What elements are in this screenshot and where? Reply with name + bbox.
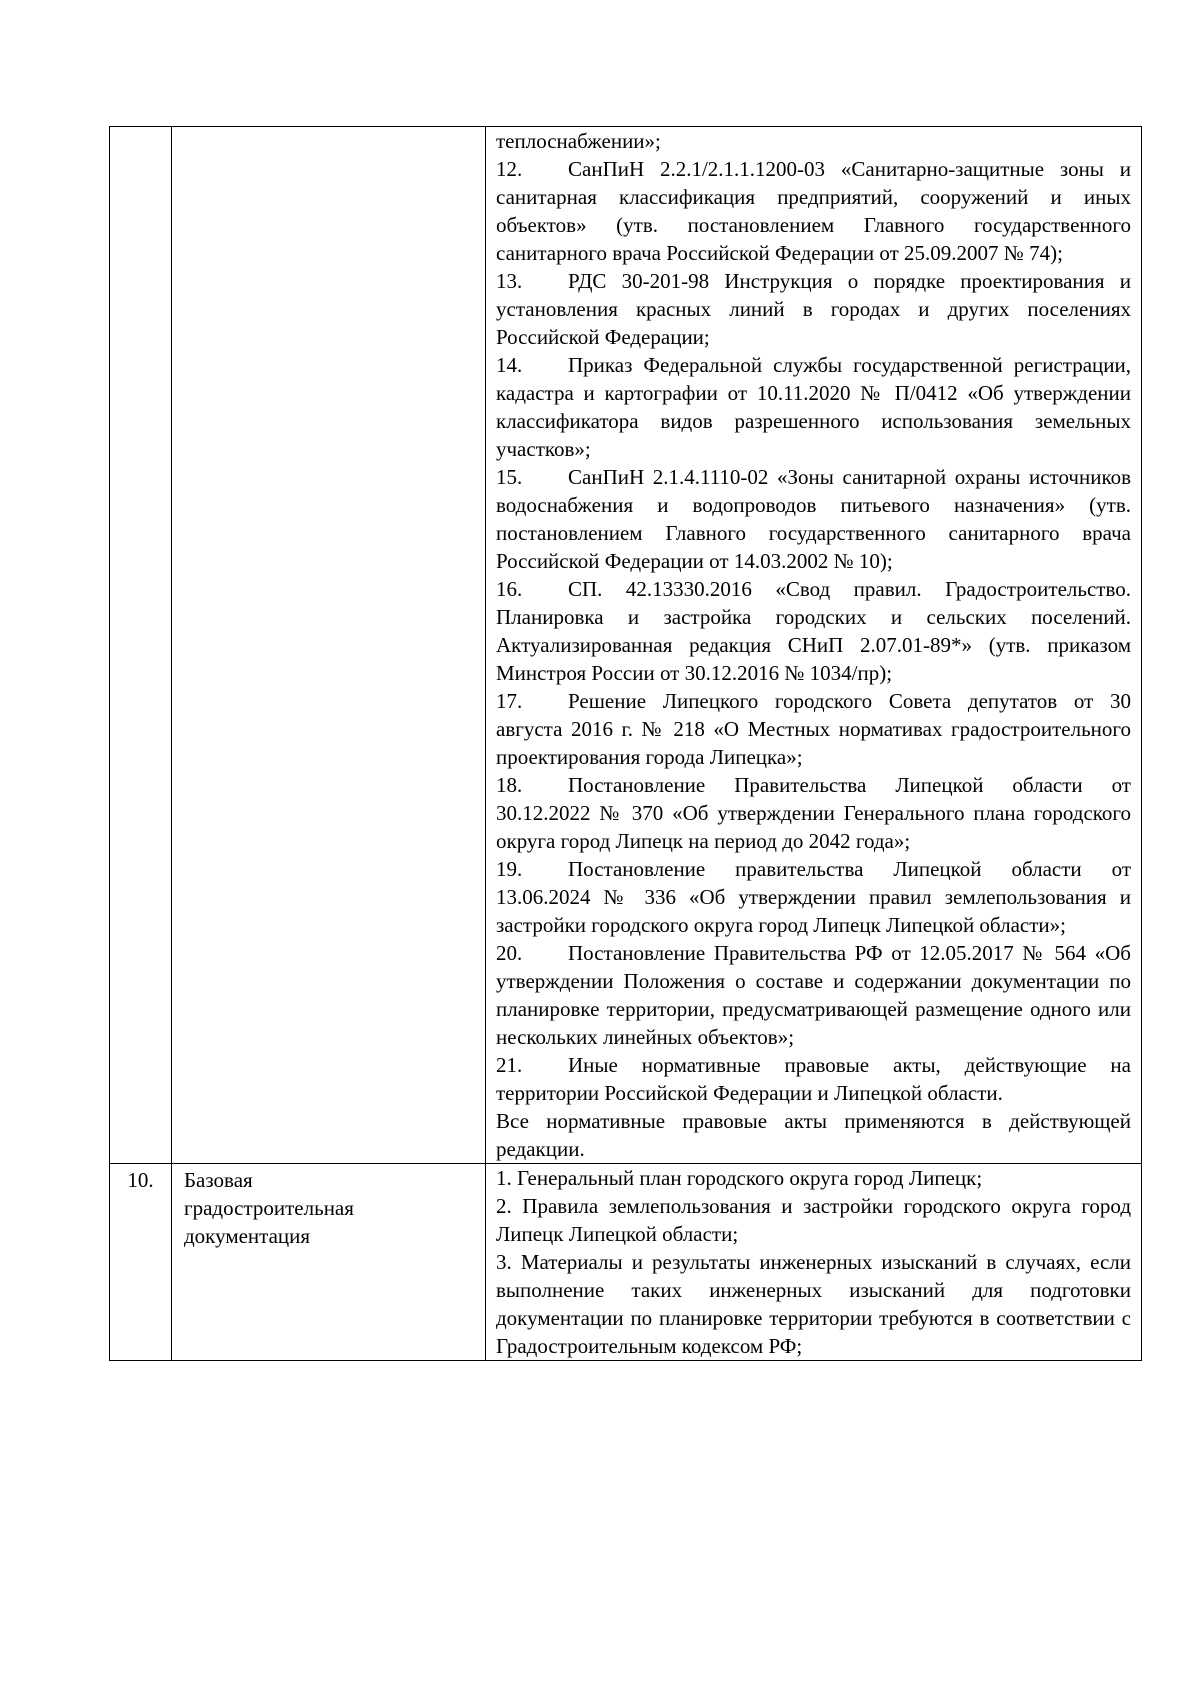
- list-item-text: теплоснабжении»;: [496, 129, 661, 153]
- list-item: [496, 855, 1131, 939]
- closing-note: [496, 1107, 1131, 1163]
- row-name-line: Базовая: [184, 1168, 253, 1192]
- list-item-number: 18.: [496, 773, 523, 797]
- list-item: [496, 687, 1131, 771]
- list-item-number: 17.: [496, 689, 523, 713]
- list-item-text: Постановление Правительства Липецкой области от 30.12.2022 № 370 «Об утверждении Генерального плана городского округа город Липецк на период до 2042 года»;: [496, 773, 1131, 853]
- row-name-cell: [172, 1164, 486, 1361]
- list-item: [496, 1164, 1131, 1192]
- list-item-text: РДС 30-201-98 Инструкция о порядке проектирования и установления красных линий в городах и других поселениях Российской Федерации;: [496, 269, 1131, 349]
- list-item-number: 14.: [496, 353, 523, 377]
- list-item: [496, 771, 1131, 855]
- closing-note-text: Все нормативные правовые акты применяются в действующей редакции.: [496, 1109, 1131, 1161]
- list-item: [496, 351, 1131, 463]
- list-item: [496, 463, 1131, 575]
- list-item-text: 1. Генеральный план городского округа город Липецк;: [496, 1166, 983, 1190]
- row-content-cell: [486, 127, 1142, 1164]
- row-name-line: документация: [184, 1224, 311, 1248]
- row-number-cell: 10.: [110, 1164, 172, 1361]
- list-item-text: СП. 42.13330.2016 «Свод правил. Градостроительство. Планировка и застройка городских и сельских поселений. Актуализированная редакция СНиП 2.07.01-89*» (утв. приказом Минстроя России от 30.12.2016 № 1034/пр);: [496, 577, 1131, 685]
- list-item: [496, 155, 1131, 267]
- list-item: [496, 939, 1131, 1051]
- row-name-cell: [172, 127, 486, 1164]
- list-item-number: 16.: [496, 577, 523, 601]
- table-row: [110, 1164, 1142, 1361]
- row-number-cell: [110, 127, 172, 1164]
- table-row: [110, 127, 1142, 1164]
- list-item-text: 2. Правила землепользования и застройки городского округа город Липецк Липецкой области;: [496, 1194, 1131, 1246]
- list-item-number: 21.: [496, 1053, 523, 1077]
- list-item: [496, 575, 1131, 687]
- list-item-text: СанПиН 2.2.1/2.1.1.1200-03 «Санитарно-защитные зоны и санитарная классификация предприятий, сооружений и иных объектов» (утв. постановлением Главного государственного санитарного врача Российской Федерации от 25.09.2007 № 74);: [496, 157, 1131, 265]
- list-item: [496, 1248, 1131, 1360]
- list-item: [496, 127, 1131, 155]
- list-item: [496, 267, 1131, 351]
- list-item-text: Иные нормативные правовые акты, действующие на территории Российской Федерации и Липецкой области.: [496, 1053, 1131, 1105]
- list-item: [496, 1192, 1131, 1248]
- list-item-number: 15.: [496, 465, 523, 489]
- list-item-number: 13.: [496, 269, 523, 293]
- requirements-table: [109, 126, 1142, 1361]
- list-item-text: 3. Материалы и результаты инженерных изысканий в случаях, если выполнение таких инженерных изысканий для подготовки документации по планировке территории требуются в соответствии с Градостроительным кодексом РФ;: [496, 1250, 1131, 1358]
- list-item-number: 12.: [496, 157, 523, 181]
- list-item-text: СанПиН 2.1.4.1110-02 «Зоны санитарной охраны источников водоснабжения и водопроводов питьевого назначения» (утв. постановлением Главного государственного санитарного врача Российской Федерации от 14.03.2002 № 10);: [496, 465, 1131, 573]
- list-item: [496, 1051, 1131, 1107]
- list-item-number: 19.: [496, 857, 523, 881]
- list-item-text: Постановление Правительства РФ от 12.05.2017 № 564 «Об утверждении Положения о составе и содержании документации по планировке территории, предусматривающей размещение одного или нескольких линейных объектов»;: [496, 941, 1131, 1049]
- row-name-line: градостроительная: [184, 1196, 354, 1220]
- list-item-text: Решение Липецкого городского Совета депутатов от 30 августа 2016 г. № 218 «О Местных нормативах градостроительного проектирования города Липецка»;: [496, 689, 1131, 769]
- row-content-cell: [486, 1164, 1142, 1361]
- list-item-text: Постановление правительства Липецкой области от 13.06.2024 № 336 «Об утверждении правил землепользования и застройки городского округа город Липецк Липецкой области»;: [496, 857, 1131, 937]
- list-item-text: Приказ Федеральной службы государственной регистрации, кадастра и картографии от 10.11.2020 № П/0412 «Об утверждении классификатора видов разрешенного использования земельных участков»;: [496, 353, 1131, 461]
- list-item-number: 20.: [496, 941, 523, 965]
